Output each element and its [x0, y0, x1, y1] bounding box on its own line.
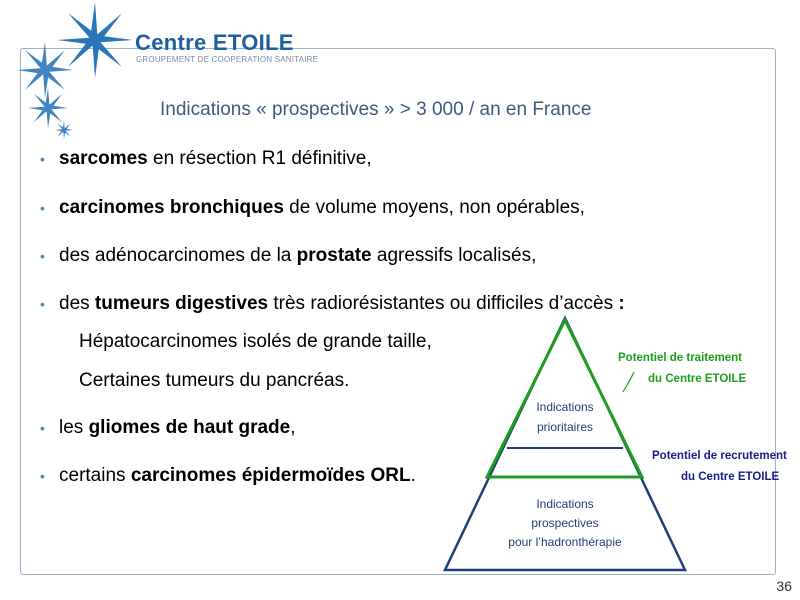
callout-treatment-connector	[623, 372, 634, 392]
bullet-dot-icon: •	[40, 468, 45, 484]
bullet-bold-segment: carcinomes épidermoïdes ORL	[130, 465, 411, 486]
bullet-segment: en résection R1 définitive,	[147, 148, 372, 169]
callout-recruitment-line-1: Potentiel de recrutement	[652, 450, 787, 462]
bullet-segment: de volume moyens, non opérables,	[283, 197, 585, 218]
star-icon	[17, 42, 73, 98]
logo-title: Centre ETOILE	[135, 30, 294, 55]
callout-treatment-line-1: Potentiel de traitement	[618, 352, 742, 364]
callout-recruitment-line-2: du Centre ETOILE	[681, 471, 780, 483]
bullet-bold-segment: prostate	[296, 245, 372, 266]
pyramid-bottom-label-2: prospectives	[531, 516, 599, 530]
bullet-segment: très radiorésistantes ou difficiles d’accès	[268, 293, 619, 314]
bullet-segment: les	[59, 417, 89, 438]
bullet-segment: .	[410, 465, 416, 486]
bullet-dot-icon: •	[40, 200, 45, 216]
star-icon	[57, 2, 133, 78]
bullet-dot-icon: •	[40, 296, 45, 312]
star-icon	[55, 121, 73, 139]
bullet-dot-icon: •	[40, 151, 45, 167]
pyramid-top-label-1: Indications	[536, 400, 594, 414]
slide-heading: Indications « prospectives » > 3 000 / an en France	[160, 99, 592, 120]
bullet-bold-segment: sarcomes	[59, 148, 148, 169]
pyramid-bottom-label-1: Indications	[536, 497, 594, 511]
bullet-text	[59, 197, 585, 219]
star-icon	[28, 88, 68, 128]
pyramid-top-label-2: prioritaires	[536, 420, 594, 434]
sub-item: Hépatocarcinomes isolés de grande taille,	[79, 331, 432, 352]
bullet-segment: ,	[290, 417, 296, 438]
bullet-dot-icon: •	[40, 420, 45, 436]
pyramid-bottom-label-3: pour l’hadronthérapie	[508, 535, 622, 549]
bullet-dot-icon: •	[40, 248, 45, 264]
bullet-text	[59, 245, 536, 267]
bullet-bold-segment: tumeurs digestives	[94, 293, 269, 314]
bullet-segment: agressifs localisés,	[371, 245, 537, 266]
bullet-segment: certains	[59, 465, 131, 486]
bullet-bold-segment: :	[618, 293, 625, 314]
bullet-bold-segment: gliomes de haut grade	[88, 417, 291, 438]
bullet-text	[59, 148, 372, 170]
bullet-segment: des	[59, 293, 95, 314]
bullet-bold-segment: carcinomes bronchiques	[59, 197, 284, 218]
page-number: 36	[776, 578, 792, 594]
star-logo-icon	[0, 0, 140, 140]
sub-item: Certaines tumeurs du pancréas.	[79, 370, 350, 391]
bullet-text	[59, 465, 416, 487]
bullet-text	[59, 417, 296, 439]
pyramid-diagram	[430, 310, 800, 580]
callout-treatment-line-2: du Centre ETOILE	[648, 373, 747, 385]
logo-subtitle: GROUPEMENT DE COOPERATION SANITAIRE	[136, 55, 319, 64]
bullet-segment: des adénocarcinomes de la	[59, 245, 297, 266]
